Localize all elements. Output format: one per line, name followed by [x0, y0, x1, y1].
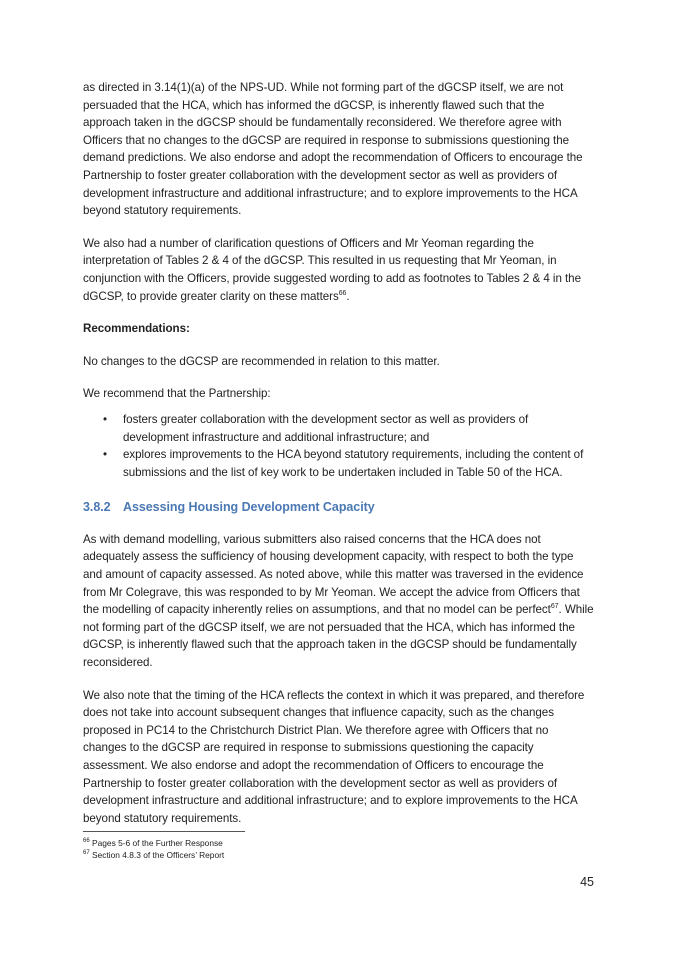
section-number: 3.8.2 — [83, 500, 111, 515]
paragraph-6: We also note that the timing of the HCA reflects the context in which it was prepared, and therefore does not take into account subsequent changes that influence capacity, such as the changes proposed in PC14 to the Christchurch District Plan. We therefore agree with Officers that no changes to the dGCSP are required in response to submissions questioning the capacity assessment. We also endorse and adopt the recommendation of Officers to encourage the Partnership to foster greater collaboration with the development sector as well as providers of development infrastructure and additional infrastructure; and to explore improvements to the HCA beyond statutory requirements. — [83, 688, 585, 825]
footnote-divider — [83, 831, 245, 832]
paragraph-5-end: . While not forming part of the dGCSP itself, we are not persuaded that the HCA, which has informed the dGCSP, is inherently flawed such that the approach taken in the dGCSP should be fundamentally reconsidered. — [83, 603, 594, 670]
bullet-icon: • — [103, 412, 108, 426]
bullet-icon: • — [103, 448, 108, 462]
footnote-number: 67 — [83, 850, 90, 857]
paragraph-2-text: We also had a number of clarification questions of Officers and Mr Yeoman regarding the interpretation of Tables 2 & 4 of the dGCSP. This resulted in us requesting that Mr Yeoman, in conjunction with the Officers, provide suggested wording to add as footnotes to Tables 2 & 4 in the dGCSP, to provide greater clarity on these matters — [83, 236, 581, 303]
footnote — [83, 837, 224, 849]
paragraph-2 — [83, 235, 595, 305]
recommendations-heading: Recommendations: — [83, 322, 190, 336]
list-item — [83, 411, 595, 446]
paragraph-3: No changes to the dGCSP are recommended in relation to this matter. — [83, 354, 440, 368]
list-item-text: explores improvements to the HCA beyond statutory requirements, including the content of submissions and the list of key work to be undertaken included in Table 50 of the HCA. — [123, 448, 584, 479]
page-number: 45 — [580, 875, 594, 889]
footnote-ref-66: 66 — [338, 289, 347, 297]
section-heading — [83, 499, 595, 517]
footnote-text: Section 4.8.3 of the Officers’ Report — [92, 850, 225, 861]
paragraph-5-text: As with demand modelling, various submitters also raised concerns that the HCA does not adequately assess the sufficiency of housing development capacity, with respect to both the type and amount of capacity assessed. As noted above, while this matter was traversed in the evidence from Mr Colegrave, this was responded to by Mr Yeoman. We accept the advice from Officers that the modelling of capacity inherently relies on assumptions, and that no model can be perfect — [83, 532, 584, 617]
list-item — [83, 446, 595, 481]
footnote-text: Pages 5-6 of the Further Response — [92, 838, 223, 848]
footnote-number: 66 — [83, 838, 90, 845]
footnote — [83, 849, 224, 861]
recommendation-list — [83, 411, 595, 481]
paragraph-1: as directed in 3.14(1)(a) of the NPS-UD. While not forming part of the dGCSP itself, we are not persuaded that the HCA, which has informed the dGCSP, is inherently flawed such that the approach taken in the dGCSP should be fundamentally reconsidered. We therefore agree with Officers that no changes to the dGCSP are required in response to submissions questioning the demand predictions. We also endorse and adopt the recommendation of Officers to encourage the Partnership to foster greater collaboration with the development sector as well as providers of development infrastructure and additional infrastructure; and to explore improvements to the HCA beyond statutory requirements. — [83, 81, 583, 218]
paragraph-5 — [83, 531, 595, 672]
footnote-ref-67: 67 — [550, 603, 559, 611]
paragraph-4: We recommend that the Partnership: — [83, 387, 271, 401]
footnotes — [83, 837, 224, 862]
paragraph-2-end: . — [346, 289, 350, 303]
list-item-text: fosters greater collaboration with the development sector as well as providers of development infrastructure and additional infrastructure; and — [123, 412, 529, 444]
section-title: Assessing Housing Development Capacity — [123, 500, 375, 515]
